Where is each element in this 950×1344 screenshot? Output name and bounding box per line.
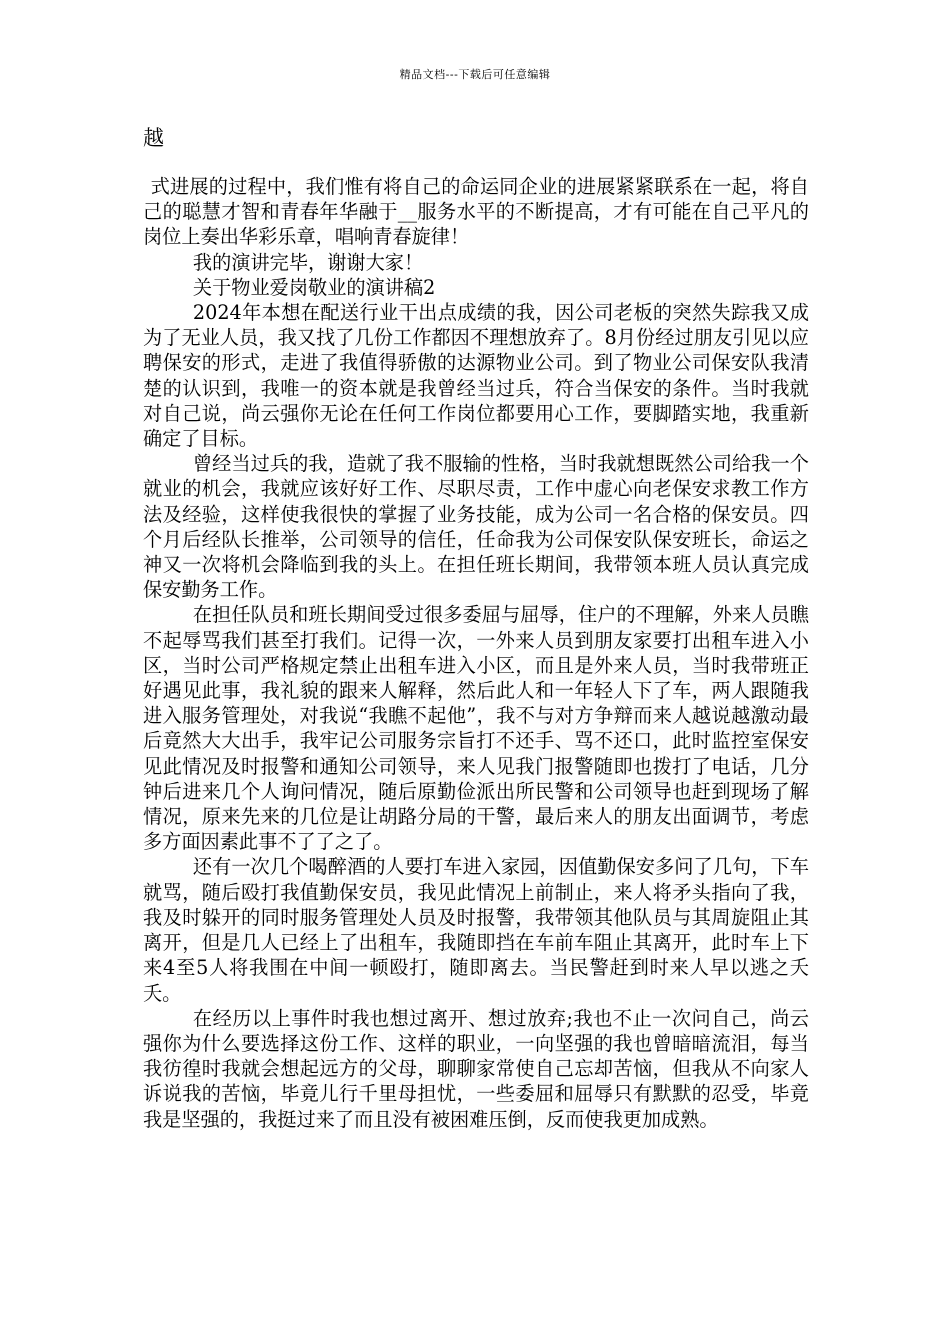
paragraph: 曾经当过兵的我，造就了我不服输的性格，当时我就想既然公司给我一个就业的机会，我就应该好好工作、尽职尽责，工作中虚心向老保安求教工作方法及经验，这样使我很快的掌握了业务技能，成为公司一名合格的保安员。四个月后经队长推举，公司领导的信任，任命我为公司保安队保安班长，命运之神又一次将机会降临到我的头上。在担任班长期间，我带领本班人员认真完成保安勤务工作。 (143, 452, 809, 602)
page-header: 精品文档---下载后可任意编辑 (399, 68, 551, 81)
paragraph: 在担任队员和班长期间受过很多委屈与屈辱，住户的不理解，外来人员瞧不起辱骂我们甚至打我们。记得一次，一外来人员到朋友家要打出租车进入小区，当时公司严格规定禁止出租车进入小区，而且是外来人员，当时我带班正好遇见此事，我礼貌的跟来人解释，然后此人和一年轻人下了车，两人跟随我进入服务管理处，对我说“我瞧不起他”，我不与对方争辩而来人越说越激动最后竟然大大出手，我牢记公司服务宗旨打不还手、骂不还口，此时监控室保安见此情况及时报警和通知公司领导，来人见我门报警随即也拨打了电话，几分钟后进来几个人询问情况，随后原勤俭派出所民警和公司领导也赶到现场了解情况，原来先来的几位是让胡路分局的干警，最后来人的朋友出面调节，考虑多方面因素此事不了了之了。 (143, 603, 809, 854)
section-title: 关于物业爱岗敬业的演讲稿2 (192, 275, 436, 299)
paragraph: 我的演讲完毕，谢谢大家！ (192, 250, 424, 274)
paragraph: 在经历以上事件时我也想过离开、想过放弃;我也不止一次问自己，尚云强你为什么要选择这份工作、这样的职业，一向坚强的我也曾暗暗流泪，每当我彷徨时我就会想起远方的父母，聊聊家常使自己忘却苦恼，但我从不向家人诉说我的苦恼，毕竟儿行千里母担忧，一些委屈和屈辱只有默默的忍受，毕竟我是坚强的，我挺过来了而且没有被困难压倒，反而使我更加成熟。 (143, 1006, 809, 1131)
paragraph: 还有一次几个喝醉酒的人要打车进入家园，因值勤保安多问了几句，下车就骂，随后殴打我值勤保安员，我见此情况上前制止，来人将矛头指向了我，我及时躲开的同时服务管理处人员及时报警，我带领其他队员与其周旋阻止其离开，但是几人已经上了出租车，我随即挡在车前车阻止其离开，此时车上下来4至5人将我围在中间一顿殴打，随即离去。当民警赶到时来人早以逃之夭夭。 (143, 855, 809, 1005)
paragraph: 2024年本想在配送行业干出点成绩的我，因公司老板的突然失踪我又成为了无业人员，我又找了几份工作都因不理想放弃了。8月份经过朋友引见以应聘保安的形式，走进了我值得骄傲的达源物业公司。到了物业公司保安队我清楚的认识到，我唯一的资本就是我曾经当过兵，符合当保安的条件。当时我就对自己说，尚云强你无论在任何工作岗位都要用心工作，要脚踏实地，我重新确定了目标。 (143, 301, 809, 451)
document-body (143, 174, 809, 1132)
paragraph: 式进展的过程中，我们惟有将自己的命运同企业的进展紧紧联系在一起，将自己的聪慧才智和青春年华融于__服务水平的不断提高，才有可能在自己平凡的岗位上奏出华彩乐章，唱响青春旋律！ (143, 175, 809, 249)
text-fragment: 越 (143, 126, 164, 150)
